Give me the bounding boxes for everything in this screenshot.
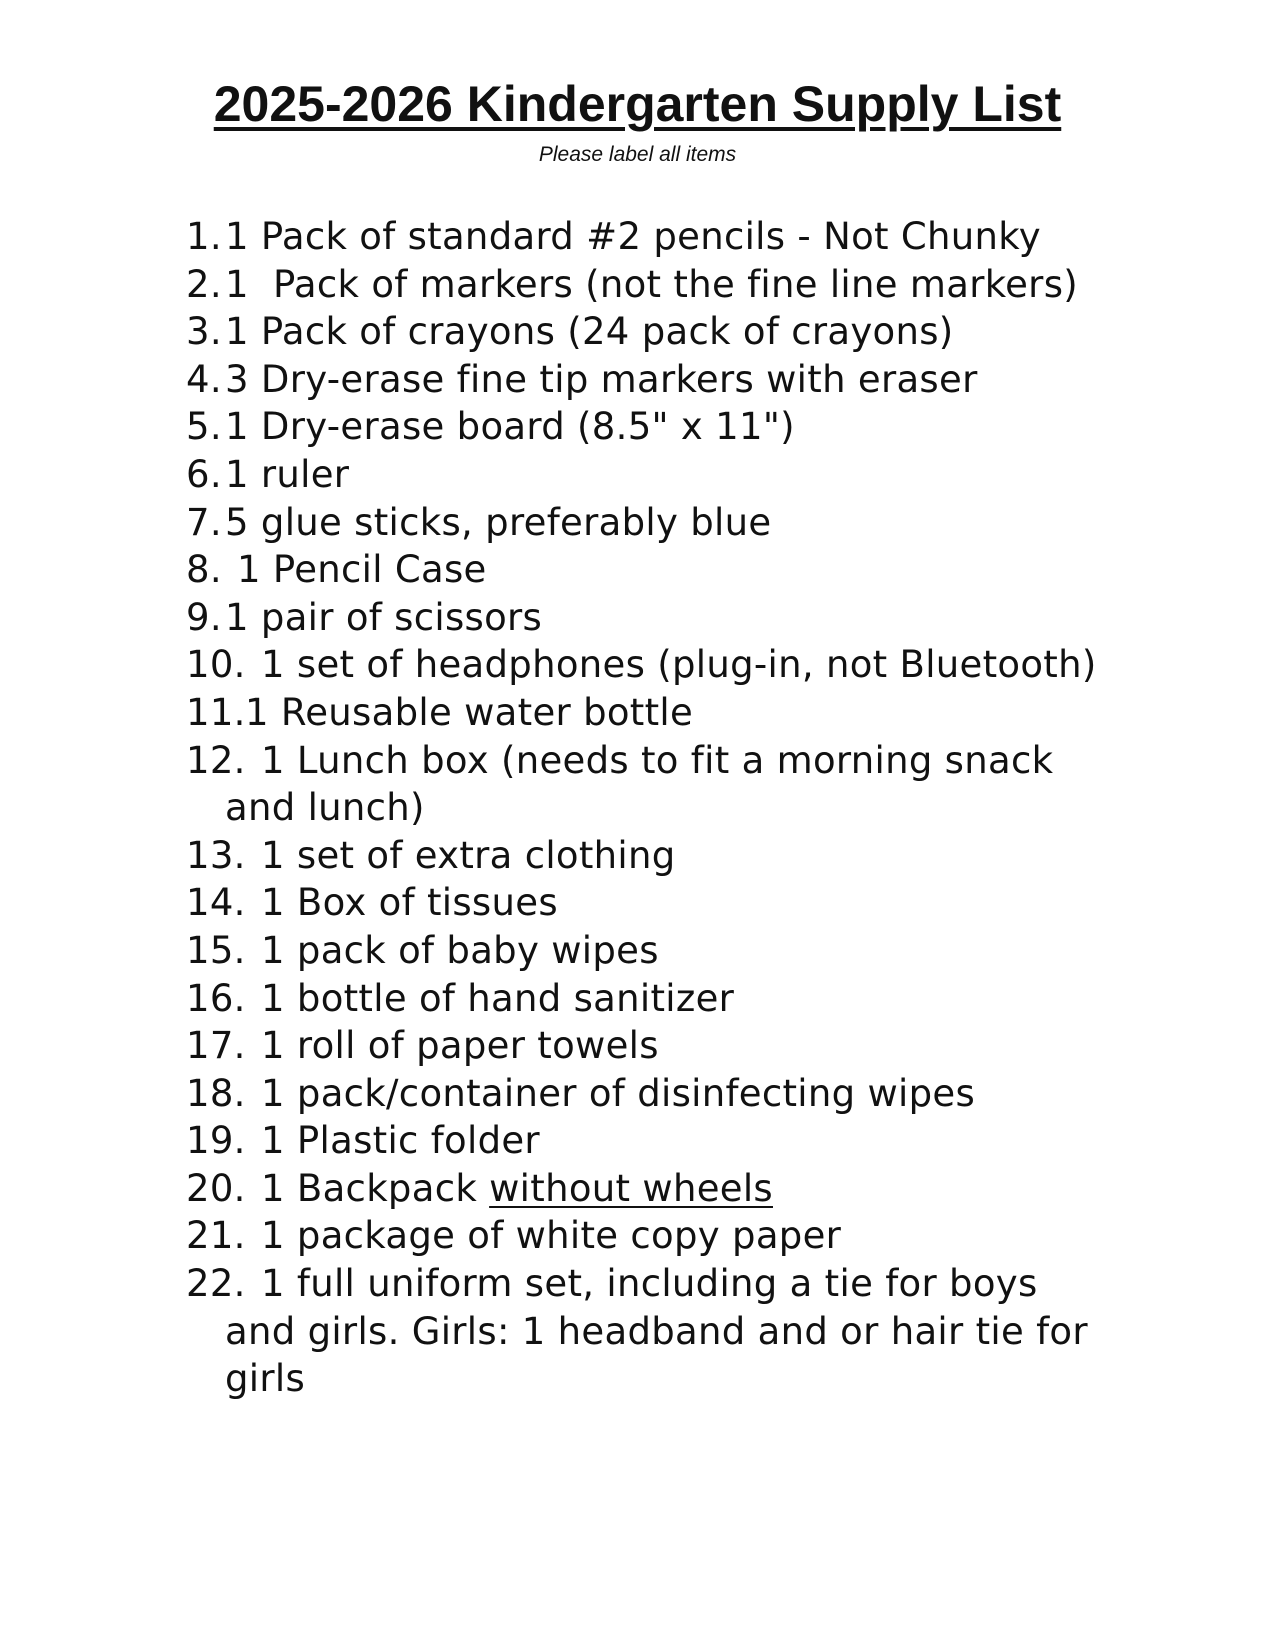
item-text: 1 pair of scissors bbox=[225, 595, 543, 639]
item-number: 11. bbox=[186, 690, 246, 734]
list-item bbox=[186, 356, 1116, 404]
page-subtitle: Please label all items bbox=[538, 143, 737, 166]
page-title bbox=[0, 72, 1275, 136]
item-text: 1 Pack of standard #2 pencils - Not Chunky bbox=[225, 215, 1041, 258]
list-item bbox=[186, 261, 1116, 309]
item-text: 5 glue sticks, preferably blue bbox=[225, 500, 772, 544]
item-number: 2. bbox=[186, 262, 222, 306]
list-item bbox=[186, 1212, 1116, 1260]
list-item bbox=[186, 737, 1116, 832]
item-text: 1 Dry-erase board (8.5" x 11") bbox=[225, 405, 795, 449]
item-text: 1 roll of paper towels bbox=[261, 1024, 659, 1068]
list-item bbox=[186, 1165, 1116, 1213]
item-number: 4. bbox=[186, 357, 222, 401]
item-text: 1 Pencil Case bbox=[237, 548, 487, 592]
item-number: 21. bbox=[186, 1214, 246, 1258]
item-number: 8. bbox=[186, 548, 222, 592]
page-title-text: 2025-2026 Kindergarten Supply List bbox=[213, 76, 1062, 132]
item-text: 1 Lunch box (needs to fit a morning snack and lunch) bbox=[225, 738, 1054, 830]
item-number: 3. bbox=[186, 310, 222, 354]
item-number: 9. bbox=[186, 595, 222, 639]
item-number: 22. bbox=[186, 1262, 246, 1306]
item-number: 17. bbox=[186, 1024, 246, 1068]
list-item bbox=[186, 594, 1116, 642]
list-item bbox=[186, 213, 1116, 261]
item-text: 1 Pack of crayons (24 pack of crayons) bbox=[225, 310, 954, 354]
item-number: 13. bbox=[186, 833, 246, 877]
list-item bbox=[186, 879, 1116, 927]
item-text: 1 bottle of hand sanitizer bbox=[261, 976, 735, 1020]
item-text bbox=[225, 1165, 773, 1213]
item-number: 15. bbox=[186, 928, 246, 972]
item-text: 1 Pack of markers (not the fine line markers) bbox=[225, 262, 1079, 306]
list-item bbox=[186, 1022, 1116, 1070]
item-text: 3 Dry-erase fine tip markers with eraser bbox=[225, 357, 978, 401]
item-text: 1 package of white copy paper bbox=[261, 1214, 842, 1258]
list-item bbox=[186, 451, 1116, 499]
list-item bbox=[186, 975, 1116, 1023]
item-number: 19. bbox=[186, 1119, 246, 1163]
list-item bbox=[186, 1117, 1116, 1165]
item-text: 1 set of headphones (plug-in, not Bluetooth) bbox=[261, 643, 1097, 687]
list-item bbox=[186, 499, 1116, 547]
item-number: 16. bbox=[186, 976, 246, 1020]
item-text: 1 ruler bbox=[225, 452, 350, 496]
item-text: 1 set of extra clothing bbox=[261, 833, 676, 877]
list-item bbox=[186, 403, 1116, 451]
item-text: 1 Plastic folder bbox=[261, 1119, 540, 1163]
list-item bbox=[186, 1070, 1116, 1118]
item-text: 1 full uniform set, including a tie for boys and girls. Girls: 1 headband and or hair tie for girls bbox=[225, 1262, 1088, 1401]
item-number: 6. bbox=[186, 452, 222, 496]
item-number: 20. bbox=[186, 1166, 246, 1210]
item-text: 1 pack of baby wipes bbox=[261, 928, 659, 972]
list-item bbox=[186, 308, 1116, 356]
item-number: 5. bbox=[186, 405, 222, 449]
item-text-underlined: without wheels bbox=[489, 1166, 773, 1210]
list-item bbox=[186, 927, 1116, 975]
list-item bbox=[186, 546, 1116, 594]
list-item bbox=[186, 689, 1116, 737]
item-text: 1 Reusable water bottle bbox=[245, 690, 694, 734]
supply-list bbox=[186, 213, 1116, 1403]
item-number: 10. bbox=[186, 643, 246, 687]
item-number: 1. bbox=[186, 215, 222, 258]
item-text: 1 pack/container of disinfecting wipes bbox=[261, 1071, 976, 1115]
item-number: 14. bbox=[186, 881, 246, 925]
list-item bbox=[186, 1260, 1116, 1403]
item-number: 12. bbox=[186, 738, 246, 782]
item-text-main: 1 Backpack bbox=[261, 1166, 490, 1210]
list-item bbox=[186, 832, 1116, 880]
list-item bbox=[186, 641, 1116, 689]
item-number: 7. bbox=[186, 500, 222, 544]
item-text: 1 Box of tissues bbox=[261, 881, 558, 925]
item-number: 18. bbox=[186, 1071, 246, 1115]
